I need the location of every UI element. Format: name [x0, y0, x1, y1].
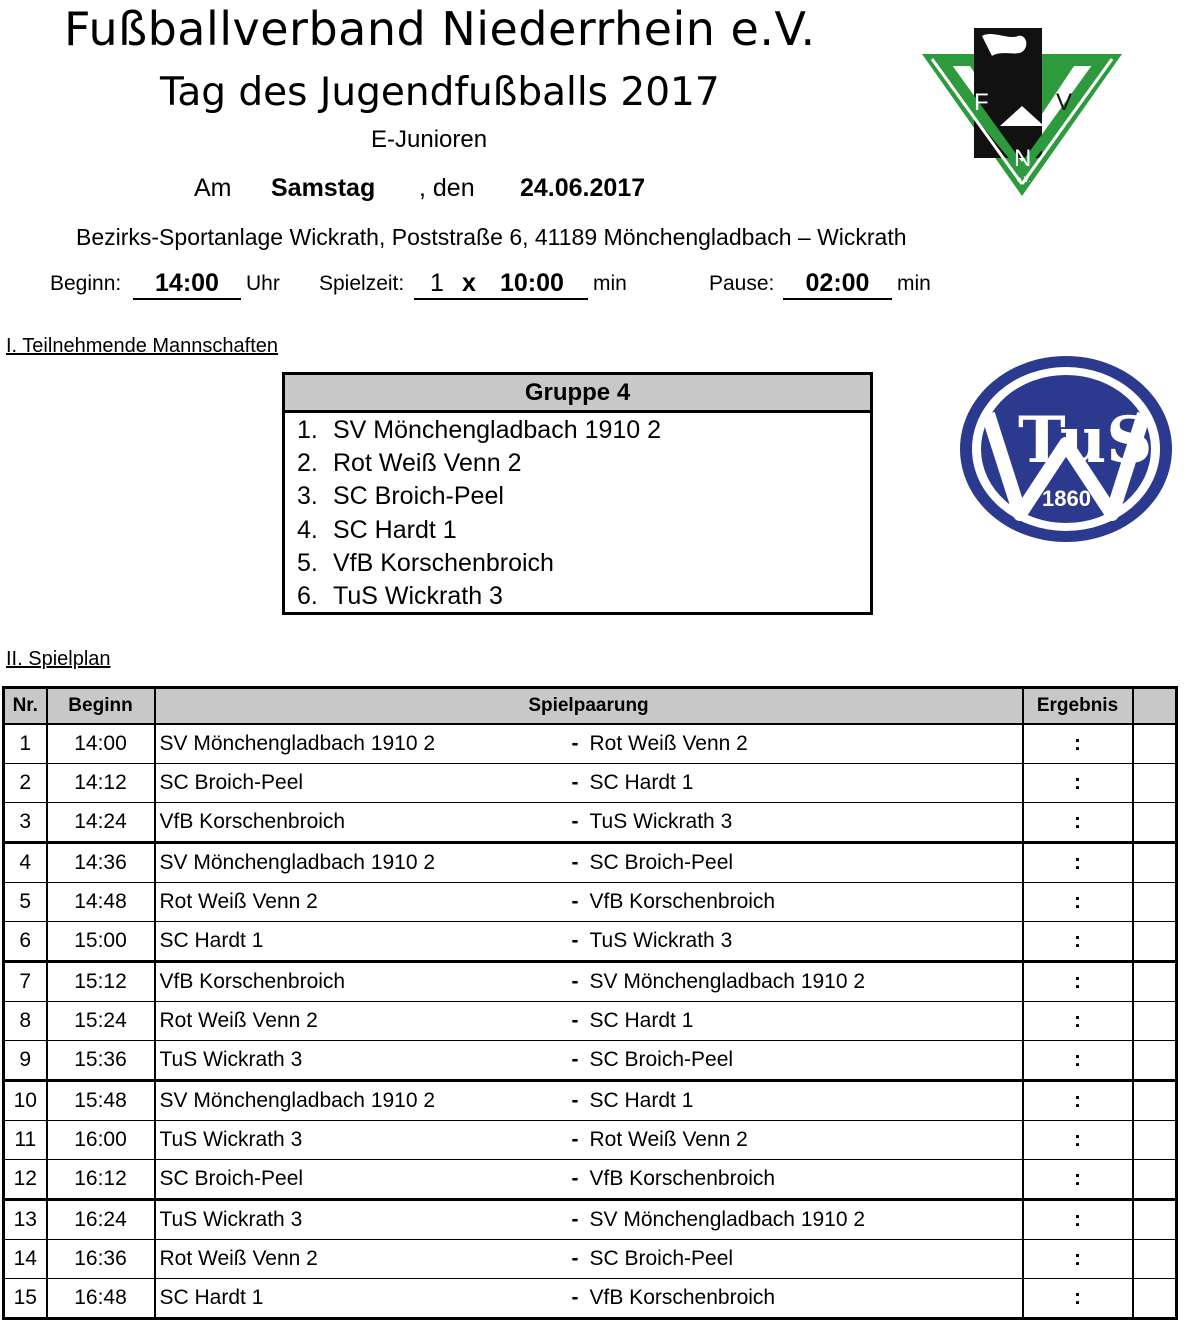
- match-number: 5: [4, 883, 47, 922]
- away-team: Rot Weiß Venn 2: [589, 1128, 748, 1151]
- team-number: 6.: [297, 581, 318, 610]
- pairing-separator: -: [571, 1009, 579, 1032]
- match-result: :: [1023, 803, 1133, 843]
- fvn-letter-ev: e.V.: [1017, 175, 1031, 184]
- team-list: [285, 413, 870, 613]
- table-row: [4, 1160, 1177, 1200]
- home-team: VfB Korschenbroich: [159, 970, 346, 993]
- match-number: 6: [4, 922, 47, 962]
- team-name: SC Hardt 1: [333, 515, 457, 544]
- match-time: 15:48: [47, 1081, 155, 1121]
- match-pairing: [155, 1200, 1023, 1240]
- pairing-separator: -: [571, 1089, 579, 1112]
- section-teams-title: I. Teilnehmende Mannschaften: [6, 335, 279, 357]
- match-number: 7: [4, 962, 47, 1002]
- home-team: SC Hardt 1: [159, 1286, 264, 1309]
- match-result: :: [1023, 764, 1133, 803]
- match-time: 14:36: [47, 843, 155, 883]
- home-team: SV Mönchengladbach 1910 2: [159, 732, 436, 755]
- org-title: Fußballverband Niederrhein e.V.: [64, 2, 816, 56]
- match-result: :: [1023, 1160, 1133, 1200]
- tus-letters: TuS: [1018, 403, 1153, 478]
- home-team: Rot Weiß Venn 2: [159, 1009, 318, 1032]
- start-unit: Uhr: [246, 272, 280, 295]
- match-time: 14:24: [47, 803, 155, 843]
- away-team: SV Mönchengladbach 1910 2: [589, 1208, 866, 1231]
- extra-cell: [1133, 1240, 1177, 1279]
- extra-cell: [1133, 883, 1177, 922]
- match-pairing: [155, 1002, 1023, 1041]
- match-pairing: [155, 1121, 1023, 1160]
- fvn-letter-n: N: [1014, 145, 1032, 172]
- table-row: [4, 1279, 1177, 1319]
- match-time: 14:12: [47, 764, 155, 803]
- away-team: SC Broich-Peel: [589, 1247, 734, 1270]
- extra-cell: [1133, 803, 1177, 843]
- venue-address: Bezirks-Sportanlage Wickrath, Poststraße 6, 41189 Mönchengladbach – Wickrath: [76, 224, 907, 250]
- pairing-separator: -: [571, 929, 579, 952]
- match-number: 12: [4, 1160, 47, 1200]
- away-team: TuS Wickrath 3: [589, 810, 733, 833]
- team-name: TuS Wickrath 3: [333, 581, 503, 610]
- match-result: :: [1023, 962, 1133, 1002]
- match-number: 10: [4, 1081, 47, 1121]
- pairing-separator: -: [571, 1208, 579, 1231]
- team-list-item: [285, 447, 870, 480]
- table-row: [4, 1200, 1177, 1240]
- pause-unit: min: [897, 272, 931, 295]
- home-team: SV Mönchengladbach 1910 2: [159, 851, 436, 874]
- table-row: [4, 883, 1177, 922]
- match-pairing: [155, 1240, 1023, 1279]
- match-result: :: [1023, 724, 1133, 764]
- event-title: Tag des Jugendfußballs 2017: [160, 70, 720, 115]
- category-label: E-Junioren: [371, 126, 488, 153]
- match-number: 4: [4, 843, 47, 883]
- pause-duration: 02:00: [783, 268, 892, 300]
- extra-cell: [1133, 1121, 1177, 1160]
- home-team: Rot Weiß Venn 2: [159, 1247, 318, 1270]
- match-pairing: [155, 803, 1023, 843]
- team-list-item: [285, 547, 870, 580]
- match-pairing: [155, 1160, 1023, 1200]
- pairing-separator: -: [571, 890, 579, 913]
- tus-year: 1860: [1042, 486, 1091, 511]
- match-result: :: [1023, 922, 1133, 962]
- home-team: Rot Weiß Venn 2: [159, 890, 318, 913]
- table-row: [4, 1041, 1177, 1081]
- pairing-separator: -: [571, 851, 579, 874]
- match-time: 14:48: [47, 883, 155, 922]
- table-row: [4, 1240, 1177, 1279]
- away-team: VfB Korschenbroich: [589, 1286, 776, 1309]
- playtime-label: Spielzeit:: [319, 272, 405, 295]
- match-result: :: [1023, 1041, 1133, 1081]
- match-number: 8: [4, 1002, 47, 1041]
- team-list-item: [285, 414, 870, 447]
- weekday: Samstag: [271, 174, 376, 202]
- start-time: 14:00: [133, 268, 241, 300]
- away-team: SC Hardt 1: [589, 1009, 694, 1032]
- home-team: VfB Korschenbroich: [159, 810, 346, 833]
- pairing-separator: -: [571, 732, 579, 755]
- team-number: 2.: [297, 449, 318, 478]
- column-header-nr: Nr.: [4, 688, 47, 725]
- away-team: SC Broich-Peel: [589, 851, 734, 874]
- fvn-letter-f: F: [974, 89, 989, 116]
- match-result: :: [1023, 1081, 1133, 1121]
- match-time: 15:00: [47, 922, 155, 962]
- away-team: SC Broich-Peel: [589, 1048, 734, 1071]
- team-list-item: [285, 480, 870, 513]
- pause-label: Pause:: [709, 272, 775, 295]
- table-header-row: [4, 688, 1177, 725]
- extra-cell: [1133, 1200, 1177, 1240]
- match-number: 1: [4, 724, 47, 764]
- fvn-letter-v: V: [1056, 89, 1073, 116]
- column-header-extra: [1133, 688, 1177, 725]
- playtime-count: 1: [430, 269, 444, 297]
- extra-cell: [1133, 1041, 1177, 1081]
- playtime-x: x: [462, 269, 476, 297]
- match-time: 16:36: [47, 1240, 155, 1279]
- match-time: 15:24: [47, 1002, 155, 1041]
- team-number: 1.: [297, 416, 318, 444]
- pairing-separator: -: [571, 1286, 579, 1309]
- table-row: [4, 962, 1177, 1002]
- table-row: [4, 803, 1177, 843]
- table-row: [4, 843, 1177, 883]
- home-team: SC Broich-Peel: [159, 771, 304, 794]
- match-number: 9: [4, 1041, 47, 1081]
- playtime-unit: min: [593, 272, 627, 295]
- playtime-field: [414, 268, 588, 300]
- match-result: :: [1023, 1200, 1133, 1240]
- team-number: 4.: [297, 515, 318, 544]
- match-pairing: [155, 843, 1023, 883]
- match-number: 15: [4, 1279, 47, 1319]
- home-team: TuS Wickrath 3: [159, 1128, 303, 1151]
- start-label: Beginn:: [50, 272, 122, 295]
- table-row: [4, 764, 1177, 803]
- match-time: 16:24: [47, 1200, 155, 1240]
- team-number: 5.: [297, 548, 318, 577]
- away-team: SC Hardt 1: [589, 771, 694, 794]
- away-team: VfB Korschenbroich: [589, 1167, 776, 1190]
- match-result: :: [1023, 1002, 1133, 1041]
- table-row: [4, 1121, 1177, 1160]
- extra-cell: [1133, 962, 1177, 1002]
- column-header-pairing: Spielpaarung: [155, 688, 1023, 725]
- fvn-logo-icon: [922, 26, 1122, 196]
- match-pairing: [155, 962, 1023, 1002]
- team-name: VfB Korschenbroich: [333, 548, 554, 577]
- team-number: 3.: [297, 482, 318, 511]
- pairing-separator: -: [571, 1247, 579, 1270]
- extra-cell: [1133, 1081, 1177, 1121]
- date-prefix: Am: [194, 174, 232, 202]
- column-header-result: Ergebnis: [1023, 688, 1133, 725]
- away-team: TuS Wickrath 3: [589, 929, 733, 952]
- team-name: SC Broich-Peel: [333, 482, 504, 511]
- match-number: 13: [4, 1200, 47, 1240]
- extra-cell: [1133, 1279, 1177, 1319]
- away-team: VfB Korschenbroich: [589, 890, 776, 913]
- pairing-separator: -: [571, 771, 579, 794]
- pairing-separator: -: [571, 970, 579, 993]
- match-number: 14: [4, 1240, 47, 1279]
- team-list-item: [285, 580, 870, 613]
- table-row: [4, 724, 1177, 764]
- pairing-separator: -: [571, 1167, 579, 1190]
- match-number: 2: [4, 764, 47, 803]
- match-time: 16:00: [47, 1121, 155, 1160]
- team-name: Rot Weiß Venn 2: [333, 449, 522, 478]
- table-row: [4, 1002, 1177, 1041]
- match-result: :: [1023, 1279, 1133, 1319]
- match-pairing: [155, 1279, 1023, 1319]
- match-result: :: [1023, 883, 1133, 922]
- section-schedule-title: II. Spielplan: [6, 648, 111, 670]
- pairing-separator: -: [571, 1128, 579, 1151]
- match-number: 11: [4, 1121, 47, 1160]
- match-number: 3: [4, 803, 47, 843]
- away-team: SV Mönchengladbach 1910 2: [589, 970, 866, 993]
- team-list-item: [285, 514, 870, 547]
- table-row: [4, 1081, 1177, 1121]
- match-pairing: [155, 1041, 1023, 1081]
- match-result: :: [1023, 1121, 1133, 1160]
- match-time: 16:12: [47, 1160, 155, 1200]
- schedule-table: [2, 686, 1178, 1320]
- extra-cell: [1133, 764, 1177, 803]
- match-pairing: [155, 764, 1023, 803]
- extra-cell: [1133, 922, 1177, 962]
- away-team: SC Hardt 1: [589, 1089, 694, 1112]
- table-row: [4, 922, 1177, 962]
- group-title: Gruppe 4: [285, 375, 870, 413]
- home-team: TuS Wickrath 3: [159, 1208, 303, 1231]
- match-time: 14:00: [47, 724, 155, 764]
- home-team: TuS Wickrath 3: [159, 1048, 303, 1071]
- extra-cell: [1133, 724, 1177, 764]
- match-pairing: [155, 883, 1023, 922]
- home-team: SC Hardt 1: [159, 929, 264, 952]
- date-separator: , den: [419, 174, 475, 202]
- match-result: :: [1023, 1240, 1133, 1279]
- match-time: 16:48: [47, 1279, 155, 1319]
- team-name: SV Mönchengladbach 1910 2: [333, 416, 662, 444]
- event-date: 24.06.2017: [520, 174, 646, 202]
- match-pairing: [155, 1081, 1023, 1121]
- match-time: 15:12: [47, 962, 155, 1002]
- home-team: SV Mönchengladbach 1910 2: [159, 1089, 436, 1112]
- extra-cell: [1133, 843, 1177, 883]
- pairing-separator: -: [571, 1048, 579, 1071]
- match-result: :: [1023, 843, 1133, 883]
- match-time: 15:36: [47, 1041, 155, 1081]
- pairing-separator: -: [571, 810, 579, 833]
- tus-logo-icon: [958, 354, 1174, 544]
- match-pairing: [155, 922, 1023, 962]
- extra-cell: [1133, 1002, 1177, 1041]
- match-pairing: [155, 724, 1023, 764]
- home-team: SC Broich-Peel: [159, 1167, 304, 1190]
- extra-cell: [1133, 1160, 1177, 1200]
- column-header-start: Beginn: [47, 688, 155, 725]
- playtime-duration: 10:00: [500, 269, 564, 297]
- group-box: [282, 372, 873, 615]
- away-team: Rot Weiß Venn 2: [589, 732, 748, 755]
